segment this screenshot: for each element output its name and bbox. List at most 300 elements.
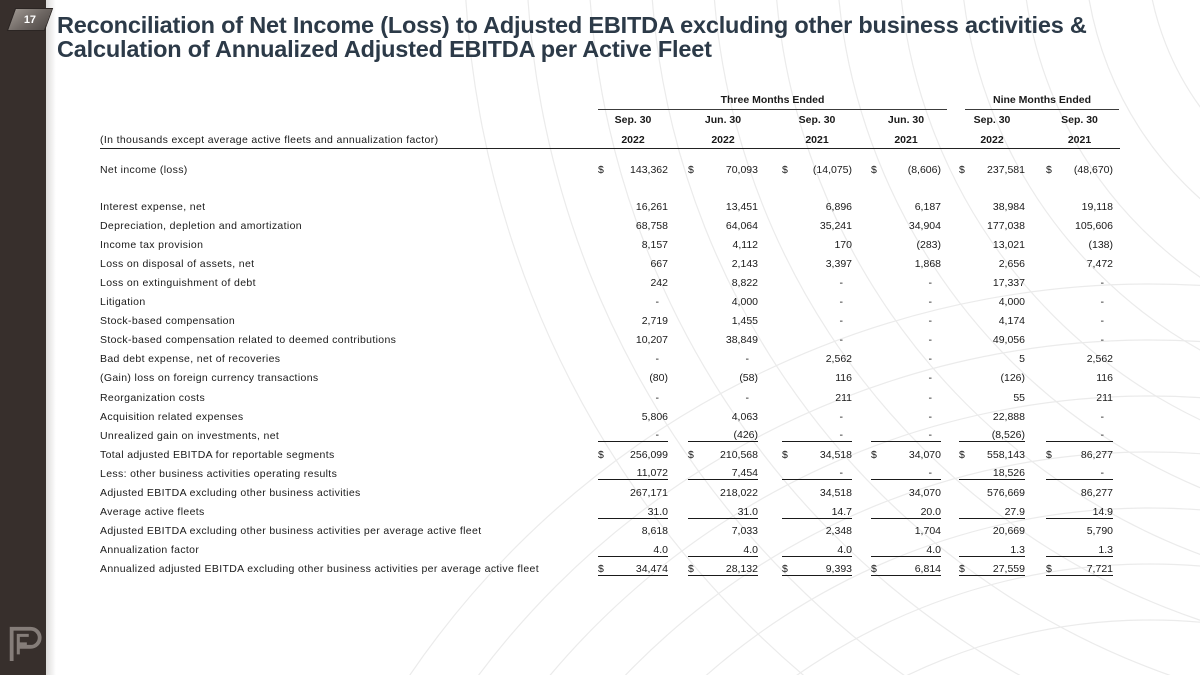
row-label: Loss on extinguishment of debt (100, 277, 256, 290)
table-row (100, 560, 1120, 579)
value-cell (782, 334, 852, 346)
value-cell (688, 372, 758, 384)
row-label: Average active fleets (100, 506, 205, 519)
cell-value: - (1100, 296, 1104, 309)
cell-value: 34,070 (908, 487, 941, 500)
dollar-sign: $ (1046, 448, 1052, 461)
value-cell (598, 544, 668, 557)
column-month-header-row (100, 110, 1120, 130)
value-cell (1046, 296, 1113, 308)
cell-value: 105,606 (1075, 219, 1113, 232)
value-cell (782, 525, 852, 537)
cell-value: 14.7 (831, 505, 852, 518)
table-row (100, 426, 1120, 445)
value-cell (1046, 353, 1113, 365)
dollar-sign: $ (688, 562, 694, 575)
value-cell (871, 429, 941, 442)
cell-value: - (745, 353, 749, 366)
column-month-header: Sep. 30 (973, 114, 1011, 126)
cell-value: 2,348 (825, 525, 852, 538)
cell-value: (48,670) (1073, 163, 1113, 176)
value-cell (598, 277, 668, 289)
cell-value: 34,904 (908, 219, 941, 232)
value-cell (688, 164, 758, 176)
row-label: Income tax provision (100, 238, 204, 251)
table-row (100, 445, 1120, 464)
cell-value: (426) (733, 429, 758, 442)
cell-value: 9,393 (825, 562, 852, 575)
value-cell (688, 506, 758, 519)
cell-value: 31.0 (647, 505, 668, 518)
value-cell (1046, 563, 1113, 576)
cell-value: 4.0 (653, 543, 668, 556)
value-cell (782, 315, 852, 327)
cell-value: 4.0 (837, 543, 852, 556)
value-cell (871, 258, 941, 270)
value-cell (598, 258, 668, 270)
row-label: Less: other business activities operating results (100, 467, 338, 480)
dollar-sign: $ (1046, 163, 1052, 176)
sidebar-strip (0, 0, 46, 675)
dollar-sign: $ (959, 448, 965, 461)
column-month-header: Jun. 30 (704, 114, 742, 126)
cell-value: - (745, 391, 749, 404)
value-cell (782, 429, 852, 442)
table-row (100, 369, 1120, 388)
value-cell (598, 467, 668, 480)
cell-value: 211 (1096, 391, 1113, 404)
value-cell (871, 411, 941, 423)
cell-value: 34,518 (819, 487, 852, 500)
value-cell (598, 429, 668, 442)
row-label: Stock-based compensation related to deemed contributions (100, 334, 397, 347)
cell-value: 8,157 (641, 238, 668, 251)
value-cell (959, 258, 1025, 270)
value-cell (959, 220, 1025, 232)
row-label: Litigation (100, 296, 146, 309)
cell-value: 237,581 (987, 163, 1025, 176)
table-row (100, 350, 1120, 369)
cell-value: - (839, 410, 843, 423)
value-cell (598, 525, 668, 537)
row-label: Bad debt expense, net of recoveries (100, 353, 281, 366)
value-cell (1046, 544, 1113, 557)
cell-value: - (1100, 467, 1104, 480)
table-row (100, 541, 1120, 560)
cell-value: - (928, 353, 932, 366)
value-cell (1046, 525, 1113, 537)
cell-value: (8,526) (991, 429, 1025, 442)
dollar-sign: $ (598, 448, 604, 461)
cell-value: 5,790 (1086, 525, 1113, 538)
cell-value: 20,669 (992, 525, 1025, 538)
cell-value: 2,562 (1086, 353, 1113, 366)
value-cell (688, 353, 758, 365)
cell-value: 17,337 (992, 277, 1025, 290)
cell-value: 5,806 (641, 410, 668, 423)
value-cell (598, 563, 668, 576)
cell-value: 10,207 (635, 334, 668, 347)
row-label: Interest expense, net (100, 200, 206, 213)
value-cell (688, 525, 758, 537)
value-cell (688, 334, 758, 346)
value-cell (959, 525, 1025, 537)
value-cell (688, 392, 758, 404)
cell-value: 4,112 (732, 238, 758, 251)
dollar-sign: $ (688, 448, 694, 461)
cell-value: - (1100, 315, 1104, 328)
cell-value: 116 (835, 372, 852, 385)
cell-value: 4.0 (926, 543, 941, 556)
table-row (100, 254, 1120, 273)
cell-value: 38,849 (725, 334, 758, 347)
value-cell (959, 467, 1025, 480)
dollar-sign: $ (782, 562, 788, 575)
cell-value: 27.9 (1004, 505, 1025, 518)
group-header-three-months: Three Months Ended (598, 94, 947, 110)
cell-value: - (928, 372, 932, 385)
cell-value: - (928, 315, 932, 328)
value-cell (598, 220, 668, 232)
value-cell (782, 487, 852, 499)
value-cell (688, 449, 758, 461)
cell-value: 49,056 (992, 334, 1025, 347)
row-label: Total adjusted EBITDA for reportable segments (100, 448, 335, 461)
cell-value: 210,568 (720, 448, 758, 461)
cell-value: 22,888 (992, 410, 1025, 423)
cell-value: 116 (1096, 372, 1113, 385)
cell-value: 20.0 (920, 505, 941, 518)
cell-value: 211 (835, 391, 852, 404)
row-label: Acquisition related expenses (100, 410, 244, 423)
value-cell (959, 372, 1025, 384)
dollar-sign: $ (598, 163, 604, 176)
value-cell (782, 467, 852, 480)
cell-value: 4,000 (731, 296, 758, 309)
value-cell (688, 429, 758, 442)
cell-value: 16,261 (635, 200, 668, 213)
company-logo-icon (5, 621, 43, 665)
cell-value: 31.0 (737, 505, 758, 518)
cell-value: 13,021 (992, 238, 1025, 251)
row-label: Annualized adjusted EBITDA excluding other business activities per average active fleet (100, 563, 540, 576)
value-cell (598, 392, 668, 404)
value-cell (959, 429, 1025, 442)
value-cell (688, 258, 758, 270)
cell-value: 86,277 (1080, 487, 1113, 500)
reconciliation-table (100, 92, 1120, 579)
value-cell (871, 392, 941, 404)
value-cell (871, 487, 941, 499)
value-cell (959, 164, 1025, 176)
value-cell (871, 201, 941, 213)
dollar-sign: $ (598, 562, 604, 575)
value-cell (598, 296, 668, 308)
cell-value: - (839, 467, 843, 480)
cell-value: 4,063 (731, 410, 758, 423)
cell-value: 35,241 (819, 219, 852, 232)
value-cell (1046, 164, 1113, 176)
value-cell (1046, 334, 1113, 346)
value-cell (1046, 372, 1113, 384)
dollar-sign: $ (782, 163, 788, 176)
value-cell (1046, 239, 1113, 251)
value-cell (959, 277, 1025, 289)
value-cell (688, 544, 758, 557)
cell-value: (8,606) (907, 163, 941, 176)
dollar-sign: $ (871, 562, 877, 575)
cell-value: 86,277 (1080, 448, 1113, 461)
cell-value: 143,362 (630, 163, 668, 176)
column-year-header: 2022 (621, 134, 645, 146)
value-cell (871, 525, 941, 537)
value-cell (688, 467, 758, 480)
cell-value: - (655, 353, 659, 366)
value-cell (1046, 411, 1113, 423)
value-cell (598, 353, 668, 365)
cell-value: - (928, 334, 932, 347)
cell-value: 558,143 (987, 448, 1025, 461)
cell-value: (14,075) (812, 163, 852, 176)
dollar-sign: $ (782, 448, 788, 461)
value-cell (688, 296, 758, 308)
value-cell (782, 296, 852, 308)
value-cell (782, 392, 852, 404)
cell-value: 2,656 (998, 257, 1025, 270)
value-cell (598, 164, 668, 176)
cell-value: 27,559 (992, 562, 1025, 575)
row-label: Unrealized gain on investments, net (100, 429, 280, 442)
value-cell (782, 563, 852, 576)
value-cell (688, 277, 758, 289)
value-cell (688, 315, 758, 327)
value-cell (1046, 258, 1113, 270)
cell-value: 68,758 (635, 219, 668, 232)
slide-title-line2: Calculation of Annualized Adjusted EBITDA per Active Fleet (57, 36, 712, 63)
table-row (100, 388, 1120, 407)
value-cell (959, 544, 1025, 557)
value-cell (782, 239, 852, 251)
cell-value: - (839, 429, 843, 442)
dollar-sign: $ (959, 163, 965, 176)
cell-value: - (839, 334, 843, 347)
value-cell (871, 164, 941, 176)
cell-value: 14.9 (1092, 505, 1113, 518)
cell-value: 19,118 (1081, 200, 1113, 213)
cell-value: - (655, 296, 659, 309)
cell-value: (138) (1088, 238, 1113, 251)
cell-value: 34,474 (635, 562, 668, 575)
dollar-sign: $ (871, 448, 877, 461)
dollar-sign: $ (688, 163, 694, 176)
row-label: Net income (loss) (100, 163, 188, 176)
value-cell (782, 164, 852, 176)
value-cell (871, 353, 941, 365)
value-cell (871, 506, 941, 519)
cell-value: 1,455 (731, 315, 758, 328)
table-row (100, 407, 1120, 426)
row-label: Stock-based compensation (100, 315, 236, 328)
column-year-header: 2022 (980, 134, 1004, 146)
cell-value: - (928, 296, 932, 309)
cell-value: 28,132 (725, 562, 758, 575)
row-label: Loss on disposal of assets, net (100, 257, 255, 270)
row-label: Reorganization costs (100, 391, 206, 404)
cell-value: 4,000 (998, 296, 1025, 309)
table-row (100, 273, 1120, 292)
cell-value: 8,822 (731, 277, 758, 290)
value-cell (871, 334, 941, 346)
column-month-header: Sep. 30 (1061, 114, 1098, 126)
cell-value: 4,174 (998, 315, 1025, 328)
cell-value: 1,868 (914, 257, 941, 270)
cell-value: 576,669 (987, 487, 1025, 500)
cell-value: 5 (1019, 353, 1025, 366)
cell-value: - (928, 429, 932, 442)
table-row (100, 235, 1120, 254)
value-cell (871, 296, 941, 308)
cell-value: 55 (1013, 391, 1025, 404)
cell-value: - (1100, 429, 1104, 442)
cell-value: 70,093 (725, 163, 758, 176)
cell-value: (283) (916, 238, 941, 251)
cell-value: - (1100, 334, 1104, 347)
column-year-header: 2022 (711, 134, 735, 146)
cell-value: 11,072 (636, 467, 668, 480)
row-label: Annualization factor (100, 544, 200, 557)
cell-value: 7,721 (1086, 562, 1113, 575)
column-month-header: Sep. 30 (614, 114, 652, 126)
value-cell (598, 315, 668, 327)
value-cell (598, 239, 668, 251)
cell-value: 3,397 (825, 257, 852, 270)
cell-value: (80) (649, 372, 668, 385)
table-body (100, 160, 1120, 579)
cell-value: - (928, 467, 932, 480)
cell-value: 64,064 (725, 219, 758, 232)
value-cell (782, 258, 852, 270)
dollar-sign: $ (1046, 562, 1052, 575)
cell-value: 34,070 (908, 448, 941, 461)
table-row (100, 197, 1120, 216)
cell-value: (58) (739, 372, 758, 385)
cell-value: - (928, 410, 932, 423)
page-number: 17 (23, 13, 37, 26)
cell-value: 6,896 (825, 200, 852, 213)
value-cell (782, 201, 852, 213)
table-row (100, 464, 1120, 483)
value-cell (871, 544, 941, 557)
value-cell (1046, 220, 1113, 232)
value-cell (959, 239, 1025, 251)
value-cell (598, 506, 668, 519)
slide-title-line1: Reconciliation of Net Income (Loss) to Adjusted EBITDA excluding other business activities & (57, 12, 1087, 38)
cell-value: - (1100, 410, 1104, 423)
value-cell (871, 220, 941, 232)
value-cell (959, 487, 1025, 499)
value-cell (871, 315, 941, 327)
cell-value: 4.0 (743, 543, 758, 556)
cell-value: 177,038 (987, 219, 1025, 232)
value-cell (782, 449, 852, 461)
value-cell (1046, 467, 1113, 480)
cell-value: 267,171 (630, 487, 668, 500)
value-cell (871, 372, 941, 384)
column-group-header-row (100, 92, 1120, 110)
cell-value: - (655, 429, 659, 442)
value-cell (1046, 201, 1113, 213)
table-row (100, 216, 1120, 235)
table-row (100, 160, 1120, 179)
value-cell (598, 449, 668, 461)
cell-value: 218,022 (720, 487, 758, 500)
table-row (100, 331, 1120, 350)
cell-value: (126) (1000, 372, 1025, 385)
table-row (100, 484, 1120, 503)
cell-value: - (928, 391, 932, 404)
cell-value: - (1100, 277, 1104, 290)
column-month-header: Jun. 30 (887, 114, 925, 126)
value-cell (688, 563, 758, 576)
value-cell (871, 449, 941, 461)
column-month-header: Sep. 30 (798, 114, 836, 126)
dollar-sign: $ (959, 562, 965, 575)
value-cell (959, 201, 1025, 213)
cell-value: 667 (650, 257, 668, 270)
table-row (100, 293, 1120, 312)
value-cell (959, 449, 1025, 461)
value-cell (782, 353, 852, 365)
value-cell (871, 563, 941, 576)
value-cell (959, 296, 1025, 308)
cell-value: - (839, 296, 843, 309)
cell-value: 1.3 (1098, 543, 1113, 556)
value-cell (598, 411, 668, 423)
table-row (100, 503, 1120, 522)
value-cell (1046, 277, 1113, 289)
value-cell (959, 392, 1025, 404)
column-year-header-row (100, 130, 1120, 149)
value-cell (871, 239, 941, 251)
value-cell (688, 201, 758, 213)
value-cell (1046, 449, 1113, 461)
cell-value: 2,719 (641, 315, 668, 328)
value-cell (782, 544, 852, 557)
value-cell (782, 411, 852, 423)
value-cell (598, 372, 668, 384)
cell-value: 13,451 (725, 200, 758, 213)
cell-value: 38,984 (992, 200, 1025, 213)
cell-value: 8,618 (641, 525, 668, 538)
cell-value: 6,187 (914, 200, 941, 213)
value-cell (959, 506, 1025, 519)
value-cell (782, 506, 852, 519)
column-year-header: 2021 (894, 134, 918, 146)
value-cell (1046, 487, 1113, 499)
cell-value: - (928, 277, 932, 290)
group-header-nine-months: Nine Months Ended (965, 94, 1119, 110)
cell-value: - (655, 391, 659, 404)
value-cell (959, 353, 1025, 365)
cell-value: 170 (834, 238, 852, 251)
slide-title (57, 13, 1192, 62)
row-label: Adjusted EBITDA excluding other business activities (100, 487, 361, 500)
cell-value: 256,099 (630, 448, 668, 461)
row-label: Adjusted EBITDA excluding other business activities per average active fleet (100, 525, 482, 538)
value-cell (598, 334, 668, 346)
cell-value: 1,704 (914, 525, 941, 538)
cell-value: 1.3 (1010, 543, 1025, 556)
